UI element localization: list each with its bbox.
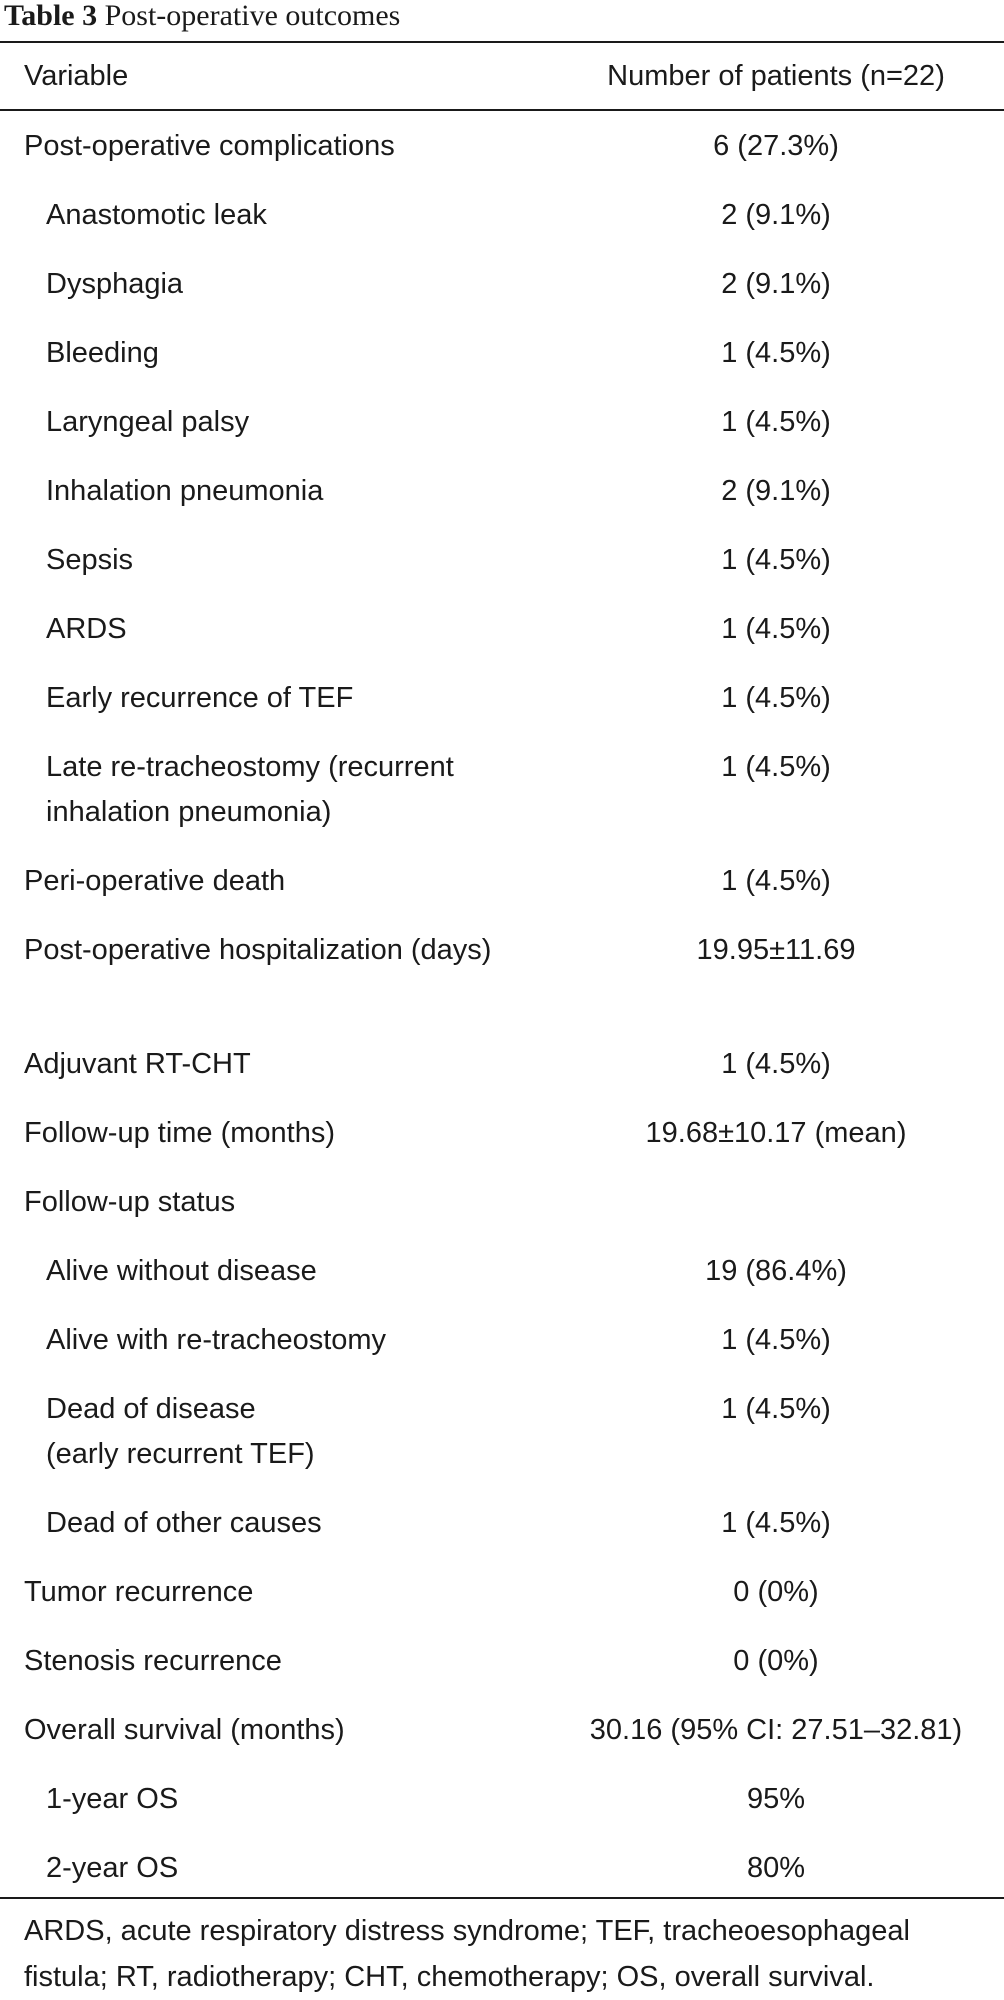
row-variable: Stenosis recurrence xyxy=(24,1645,282,1677)
row-value: 95% xyxy=(746,1783,806,1815)
row-variable: Early recurrence of TEF xyxy=(46,682,354,714)
table-row xyxy=(0,1030,1004,1099)
row-variable: Adjuvant RT-CHT xyxy=(24,1048,251,1080)
table-row xyxy=(0,388,1004,457)
table-caption-text: Post-operative outcomes xyxy=(104,0,401,32)
table-row xyxy=(0,595,1004,664)
table-row xyxy=(0,526,1004,595)
table-row xyxy=(0,1558,1004,1627)
table-row xyxy=(0,319,1004,388)
row-variable: Follow-up time (months) xyxy=(24,1117,336,1149)
row-value: 1 (4.5%) xyxy=(721,1393,831,1425)
table-row xyxy=(0,181,1004,250)
row-variable: Inhalation pneumonia xyxy=(46,475,324,507)
row-value: 6 (27.3%) xyxy=(713,130,839,162)
row-value: 2 (9.1%) xyxy=(721,268,831,300)
table-row xyxy=(0,457,1004,526)
table-row xyxy=(0,1627,1004,1696)
row-variable: Alive with re-tracheostomy xyxy=(46,1324,387,1356)
table-caption xyxy=(4,0,400,32)
row-value: 2 (9.1%) xyxy=(721,475,831,507)
row-variable: Alive without disease xyxy=(46,1255,317,1287)
table-row xyxy=(0,1696,1004,1765)
row-value: 1 (4.5%) xyxy=(721,1507,831,1539)
table-caption-label: Table 3 xyxy=(4,0,98,32)
header-variable: Variable xyxy=(24,60,129,92)
row-variable: 1-year OS xyxy=(46,1783,179,1815)
header-number-of-patients: Number of patients (n=22) xyxy=(607,60,945,92)
row-value: 1 (4.5%) xyxy=(721,337,831,369)
row-variable: Post-operative hospitalization (days) xyxy=(24,934,492,966)
row-value: 1 (4.5%) xyxy=(721,544,831,576)
row-variable: Dead of other causes xyxy=(46,1507,322,1539)
top-rule xyxy=(0,41,1004,43)
row-variable: Late re-tracheostomy (recurrent inhalation pneumonia) xyxy=(46,751,454,828)
row-variable: Anastomotic leak xyxy=(46,199,267,231)
row-value: 1 (4.5%) xyxy=(721,682,831,714)
row-variable: Dysphagia xyxy=(46,268,184,300)
row-value: 1 (4.5%) xyxy=(721,751,831,783)
table-row xyxy=(0,112,1004,181)
row-variable: ARDS xyxy=(46,613,127,645)
row-value: 30.16 (95% CI: 27.51–32.81) xyxy=(589,1714,963,1746)
row-value: 19.95±11.69 xyxy=(696,934,856,966)
table-row xyxy=(0,664,1004,733)
row-variable: Peri-operative death xyxy=(24,865,286,897)
row-value: 1 (4.5%) xyxy=(721,1324,831,1356)
table-footnote: ARDS, acute respiratory distress syndrome; TEF, tracheoesophageal fistula; RT, radiotherapy; CHT, chemotherapy; OS, overall survival. xyxy=(24,1915,910,1993)
table-row xyxy=(0,1168,1004,1237)
row-value: 19 (86.4%) xyxy=(705,1255,847,1287)
table-row xyxy=(0,250,1004,319)
table-row xyxy=(0,1375,1004,1489)
row-variable: Sepsis xyxy=(46,544,134,576)
table-row xyxy=(0,916,1004,1030)
table-row xyxy=(0,1834,1004,1903)
row-variable: Overall survival (months) xyxy=(24,1714,345,1746)
header-rule xyxy=(0,109,1004,111)
row-variable: Follow-up status xyxy=(24,1186,236,1218)
row-value: 0 (0%) xyxy=(733,1645,819,1677)
row-value: 2 (9.1%) xyxy=(721,199,831,231)
row-variable: Post-operative complications xyxy=(24,130,395,162)
bottom-rule xyxy=(0,1897,1004,1899)
row-value: 1 (4.5%) xyxy=(721,1048,831,1080)
row-variable: Bleeding xyxy=(46,337,159,369)
table-row xyxy=(0,1765,1004,1834)
table-header-row xyxy=(0,44,1004,108)
row-value: 1 (4.5%) xyxy=(721,865,831,897)
row-value: 1 (4.5%) xyxy=(721,406,831,438)
table-row xyxy=(0,1489,1004,1558)
table-row xyxy=(0,1306,1004,1375)
row-value: 0 (0%) xyxy=(733,1576,819,1608)
table-row xyxy=(0,1099,1004,1168)
table-row xyxy=(0,733,1004,847)
table-row xyxy=(0,1237,1004,1306)
row-value: 80% xyxy=(746,1852,806,1884)
row-value: 1 (4.5%) xyxy=(721,613,831,645)
row-variable: Laryngeal palsy xyxy=(46,406,250,438)
row-variable: Dead of disease (early recurrent TEF) xyxy=(46,1393,315,1470)
row-variable: Tumor recurrence xyxy=(24,1576,254,1608)
row-variable: 2-year OS xyxy=(46,1852,179,1884)
table-body xyxy=(0,112,1004,1903)
table-row xyxy=(0,847,1004,916)
row-value: 19.68±10.17 (mean) xyxy=(645,1117,907,1149)
